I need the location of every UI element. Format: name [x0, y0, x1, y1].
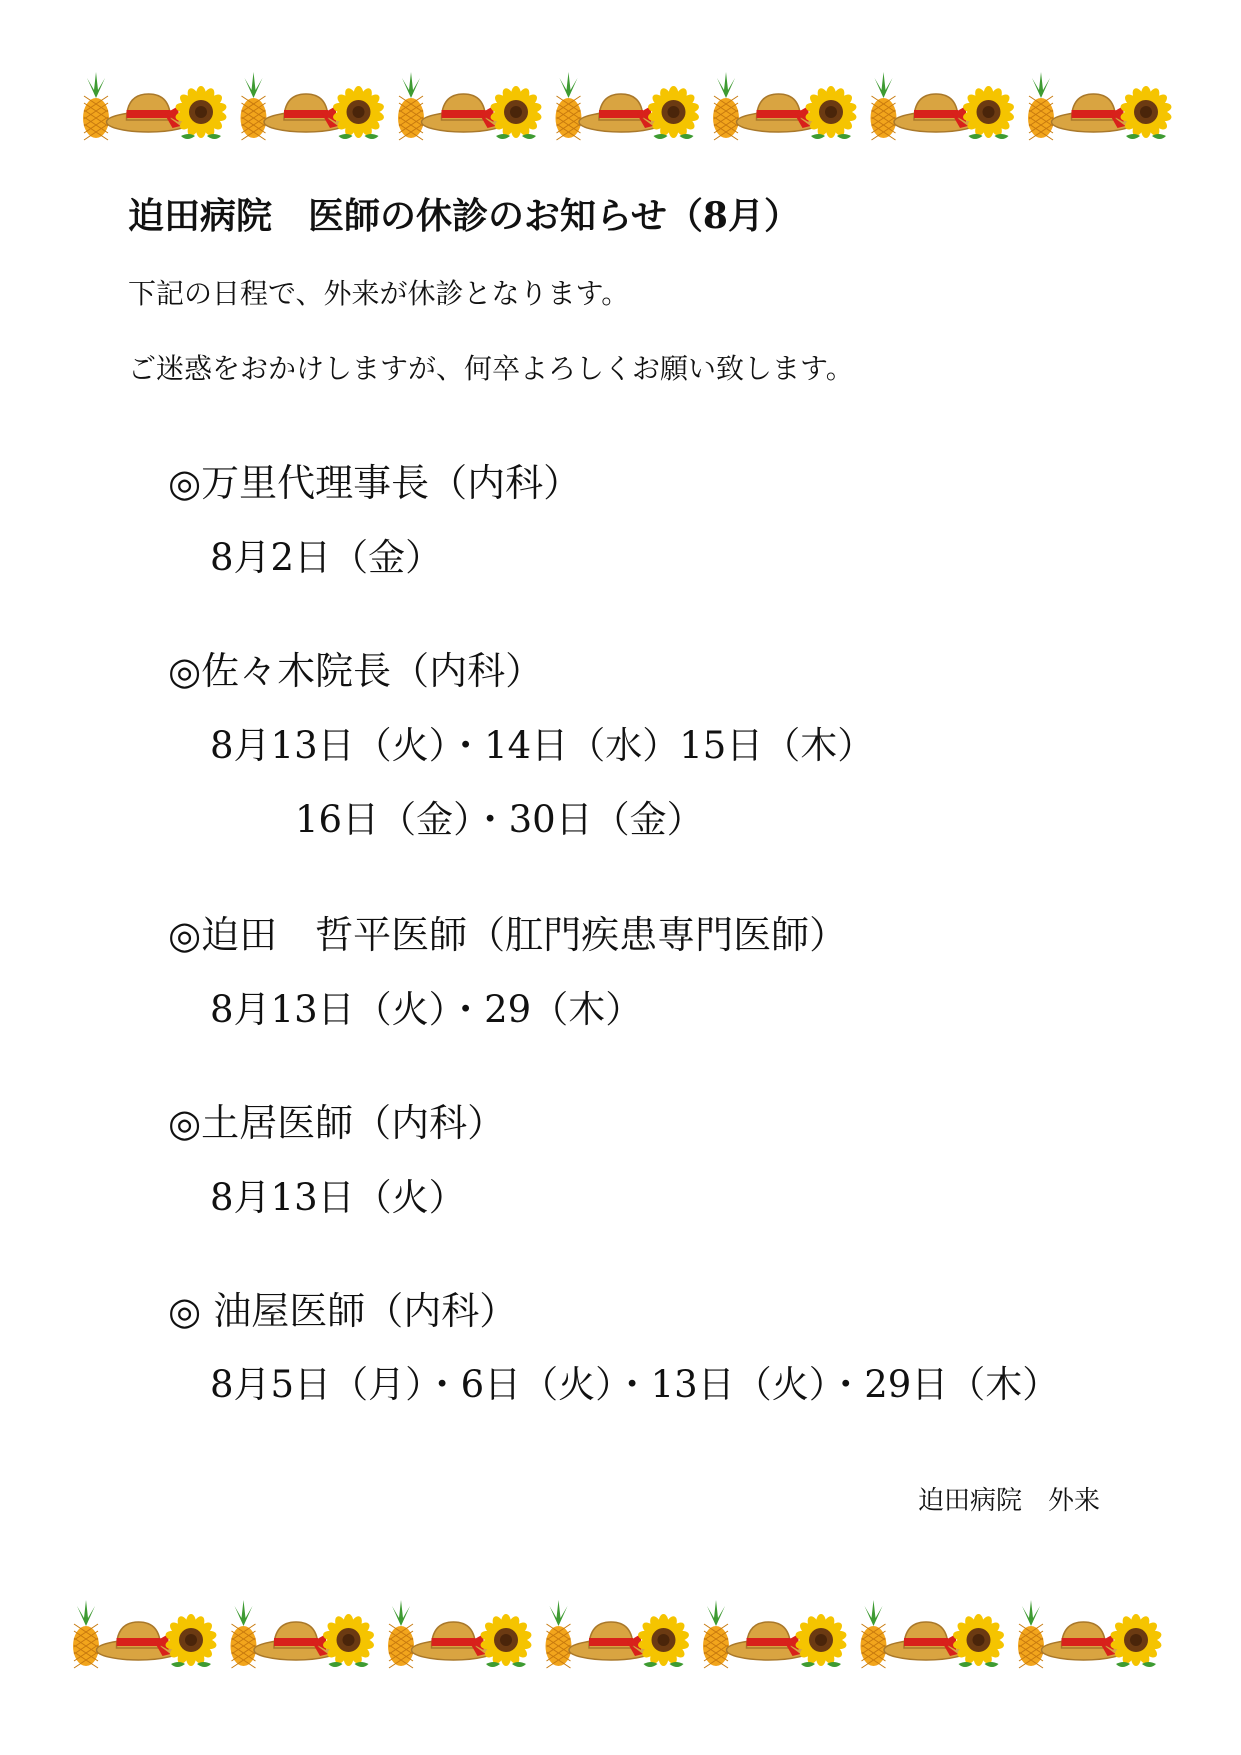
sunflower-icon	[175, 86, 228, 139]
pineapple-icon	[73, 1600, 99, 1668]
pineapple-icon	[1018, 1600, 1044, 1668]
sunflower-icon	[480, 1614, 533, 1667]
doctor-dates-aburaya: 8月5日（月）・6日（火）・13日（火）・29日（木）	[210, 1363, 1060, 1406]
pineapple-icon	[556, 72, 582, 140]
intro-text-1: 下記の日程で、外来が休診となります。	[128, 277, 630, 310]
sunflower-icon	[637, 1614, 690, 1667]
doctor-dates-mari: 8月2日（金）	[210, 536, 443, 579]
pineapple-icon	[388, 1600, 414, 1668]
straw-hat-icon	[422, 94, 506, 132]
straw-hat-icon	[894, 94, 978, 132]
straw-hat-icon	[569, 1622, 653, 1660]
pineapple-icon	[83, 72, 109, 140]
pineapple-icon	[713, 72, 739, 140]
pineapple-icon	[398, 72, 424, 140]
sunflower-icon	[952, 1614, 1005, 1667]
straw-hat-icon	[737, 94, 821, 132]
pineapple-icon	[703, 1600, 729, 1668]
sunflower-icon	[962, 86, 1015, 139]
straw-hat-icon	[97, 1622, 181, 1660]
doctor-dates-sasaki: 8月13日（火）・14日（水）15日（木）	[210, 724, 875, 767]
straw-hat-icon	[254, 1622, 338, 1660]
summer-border-top	[0, 72, 1241, 152]
sunflower-icon	[322, 1614, 375, 1667]
footer-signature: 迫田病院 外来	[918, 1486, 1101, 1516]
straw-hat-icon	[264, 94, 348, 132]
doctor-heading-doi: ◎土居医師（内科）	[168, 1101, 506, 1145]
sunflower-icon	[1120, 86, 1173, 139]
doctor-heading-sakoda: ◎迫田 哲平医師（肛門疾患専門医師）	[168, 913, 848, 957]
pineapple-icon	[1028, 72, 1054, 140]
sunflower-icon	[647, 86, 700, 139]
sunflower-icon	[805, 86, 858, 139]
sunflower-icon	[1110, 1614, 1163, 1667]
doctor-dates-sakoda: 8月13日（火）・29（木）	[210, 988, 643, 1031]
pineapple-icon	[231, 1600, 257, 1668]
doctor-heading-mari: ◎万里代理事長（内科）	[168, 461, 582, 505]
doctor-heading-aburaya: ◎ 油屋医師（内科）	[168, 1289, 518, 1333]
sunflower-icon	[490, 86, 543, 139]
sunflower-icon	[332, 86, 385, 139]
straw-hat-icon	[727, 1622, 811, 1660]
doctor-heading-sasaki: ◎佐々木院長（内科）	[168, 649, 544, 693]
straw-hat-icon	[1052, 94, 1136, 132]
pineapple-icon	[861, 1600, 887, 1668]
summer-border-bottom	[0, 1600, 1241, 1680]
doctor-dates-doi: 8月13日（火）	[210, 1176, 466, 1219]
pineapple-icon	[241, 72, 267, 140]
straw-hat-icon	[1042, 1622, 1126, 1660]
sunflower-icon	[795, 1614, 848, 1667]
sunflower-icon	[165, 1614, 218, 1667]
doctor-dates-sasaki-cont: 16日（金）・30日（金）	[295, 798, 704, 841]
straw-hat-icon	[579, 94, 663, 132]
page-title: 迫田病院 医師の休診のお知らせ（8月）	[128, 195, 800, 237]
pineapple-icon	[871, 72, 897, 140]
straw-hat-icon	[884, 1622, 968, 1660]
straw-hat-icon	[412, 1622, 496, 1660]
straw-hat-icon	[107, 94, 191, 132]
pineapple-icon	[546, 1600, 572, 1668]
intro-text-2: ご迷惑をおかけしますが、何卒よろしくお願い致します。	[128, 352, 854, 385]
